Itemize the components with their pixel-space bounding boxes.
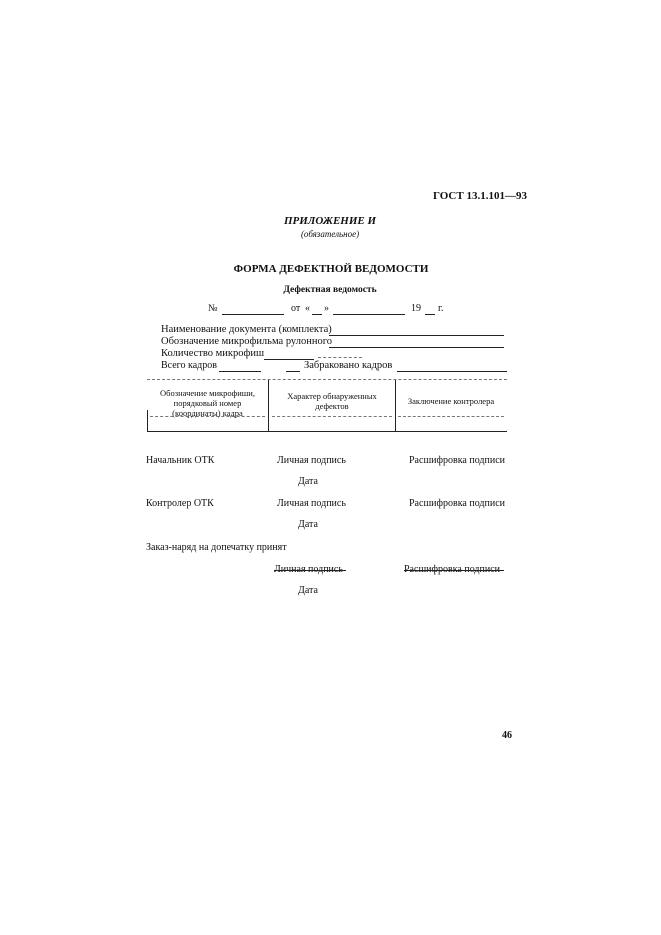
signature-personal-1: Личная подпись <box>277 455 346 466</box>
table-top-border <box>147 379 507 380</box>
page-number: 46 <box>502 730 512 741</box>
table-header-conclusion: Заключение контролера <box>407 396 495 406</box>
date-from-label: от <box>291 303 301 314</box>
table-col-divider-1 <box>268 380 269 432</box>
signature-date-1: Дата <box>298 476 318 487</box>
field-microfiche-count-label: Количество микрофиш <box>161 348 265 359</box>
signature-decoding-3-strike <box>404 570 504 571</box>
signature-personal-3: Личная подпись <box>274 564 343 575</box>
year-prefix: 19 <box>411 303 421 314</box>
field-rejected-prefix-line <box>286 371 300 372</box>
year-suffix: г. <box>438 303 444 314</box>
number-blank <box>222 314 284 315</box>
number-label: № <box>208 303 218 314</box>
appendix-subtitle: (обязательное) <box>300 229 360 239</box>
signature-date-3: Дата <box>298 585 318 596</box>
table-col-divider-2 <box>395 380 396 432</box>
month-blank <box>333 314 405 315</box>
table-header-microfiche: Обозначение микрофиши, порядковый номер (координаты) кадра <box>160 388 255 418</box>
year-blank <box>425 314 435 315</box>
field-doc-name-label: Наименование документа (комплекта) <box>161 324 332 335</box>
field-microfilm-line <box>329 347 504 348</box>
signature-decoding-2: Расшифровка подписи <box>409 498 505 509</box>
table-header-underline-2 <box>272 416 392 417</box>
standard-number: ГОСТ 13.1.101—93 <box>433 190 527 202</box>
table-header-underline-3 <box>398 416 504 417</box>
field-total-frames-label: Всего кадров <box>161 360 217 371</box>
table-bottom-border <box>147 431 507 432</box>
quote-close: » <box>324 303 329 314</box>
signature-decoding-3: Расшифровка подписи <box>404 564 500 575</box>
quote-open: « <box>305 303 310 314</box>
appendix-title: ПРИЛОЖЕНИЕ И <box>283 215 377 227</box>
signature-role-head-otk: Начальник ОТК <box>146 455 215 466</box>
signature-role-controller-otk: Контролер ОТК <box>146 498 214 509</box>
day-blank <box>312 314 322 315</box>
table-header-defects: Характер обнаруженных дефектов <box>287 391 377 411</box>
signature-decoding-1: Расшифровка подписи <box>409 455 505 466</box>
field-rejected-frames-line <box>397 371 507 372</box>
signature-date-2: Дата <box>298 519 318 530</box>
field-doc-name-line <box>329 335 504 336</box>
field-microfiche-count-dash <box>318 357 362 358</box>
signature-personal-2: Личная подпись <box>277 498 346 509</box>
field-total-frames-line <box>219 371 261 372</box>
form-subtitle: Дефектная ведомость <box>283 285 377 295</box>
field-microfilm-label: Обозначение микрофильма рулонного <box>161 336 332 347</box>
table-left-border <box>147 410 148 432</box>
field-rejected-frames-label: Забраковано кадров <box>304 360 393 371</box>
signature-personal-3-strike <box>274 570 346 571</box>
form-title: ФОРМА ДЕФЕКТНОЙ ВЕДОМОСТИ <box>233 263 429 275</box>
signature-role-order-accepted: Заказ-наряд на допечатку принят <box>146 542 287 553</box>
